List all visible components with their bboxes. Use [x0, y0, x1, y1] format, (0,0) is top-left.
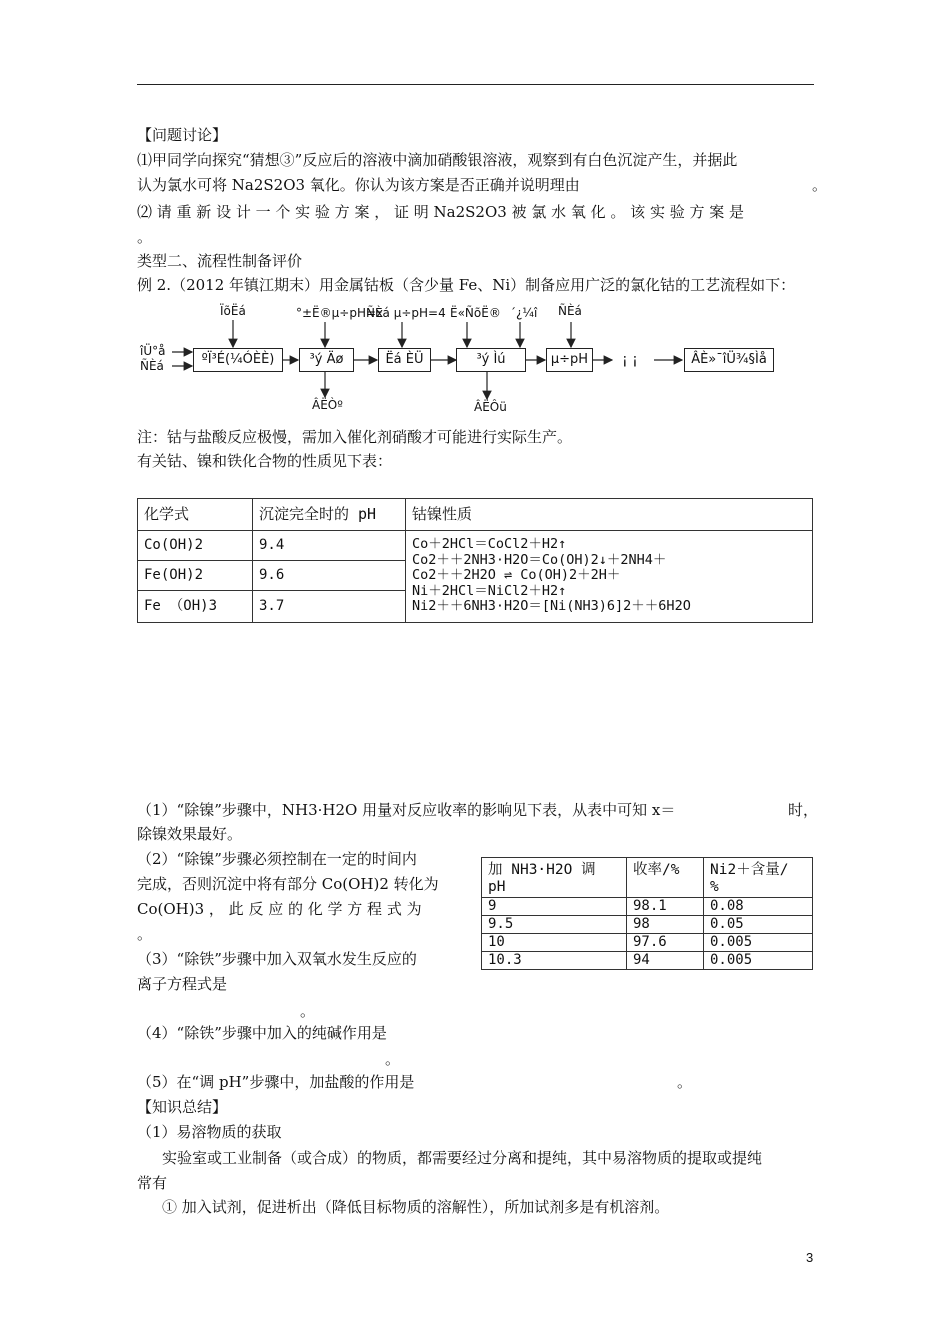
table2-cell: 0.005 [704, 952, 813, 970]
table2-cell: 9.5 [482, 916, 627, 934]
q1-line2: 认为氯水可将 Na2S2O3 氧化。你认为该方案是否正确并说明理由 [137, 176, 580, 194]
question1-line2: 除镍效果最好。 [137, 825, 243, 843]
flow-label-peroxide: Ë«ÑõË® [450, 306, 501, 320]
page-number: 3 [806, 1250, 814, 1265]
table2-header-nickel [704, 858, 813, 898]
summary-paragraph-line2: 常有 [137, 1174, 168, 1192]
q1-line1: ⑴甲同学向探究“猜想③”反应后的溶液中滴加硝酸银溶液，观察到有白色沉淀产生，并据此 [137, 151, 738, 169]
q2-end: 。 [137, 228, 153, 246]
table1-formula: Fe(OH)2 [138, 561, 253, 591]
yield-table [481, 857, 813, 970]
type2-heading: 类型二、流程性制备评价 [137, 252, 303, 270]
question2-line1: （2）“除镍”步骤必须控制在一定的时间内 [137, 850, 417, 868]
table2-header-ph: 加 NH3·H2O 调 pH [482, 858, 627, 898]
table2-cell: 98 [627, 916, 704, 934]
property-line: Co2＋＋2NH3·H2O＝Co(OH)2↓＋2NH4＋ [412, 551, 667, 568]
summary-heading: 【知识总结】 [137, 1098, 228, 1116]
question3-line1: （3）“除铁”步骤中加入双氧水发生反应的 [137, 950, 417, 968]
table2-header-nickel-line1: Ni2＋含量/ [710, 862, 789, 878]
question2-line2: 完成，否则沉淀中将有部分 Co(OH)2 转化为 [137, 875, 439, 893]
question5-line1: （5）在“调 pH”步骤中，加盐酸的作用是 [137, 1073, 415, 1091]
table2-header-yield: 收率/% [627, 858, 704, 898]
table2-cell: 98.1 [627, 898, 704, 916]
note: 注：钴与盐酸反应极慢，需加入催化剂硝酸才可能进行实际生产。 [137, 428, 573, 446]
property-line: Ni＋2HCl＝NiCl2＋H2↑ [412, 582, 567, 599]
table2-cell: 94 [627, 952, 704, 970]
table1-properties-cell [406, 531, 813, 623]
property-line: Co＋2HCl＝CoCl2＋H2↑ [412, 536, 567, 552]
flow-label-residue: ÂËÔü [474, 400, 507, 414]
question4-line1: （4）“除铁”步骤中加入的纯碱作用是 [137, 1024, 387, 1042]
flow-box-adjust-ph: µ÷pH [546, 348, 593, 372]
question4-end: 。 [385, 1050, 401, 1068]
property-line: Ni2＋＋6NH3·H2O＝[Ni(NH3)6]2＋＋6H2O [412, 598, 691, 614]
property-line: Co2＋＋2H2O ⇌ Co(OH)2＋2H＋ [412, 567, 621, 583]
table1-header-properties: 钴镍性质 [406, 499, 813, 531]
table2-cell: 0.08 [704, 898, 813, 916]
flow-label-acid-ph4: ÑÈá µ÷pH=4 [366, 306, 446, 320]
flow-label-soda: ´¿¼î [510, 306, 538, 320]
summary-paragraph-line1: 实验室或工业制备（或合成）的物质，都需要经过分离和提纯，其中易溶物质的提取或提纯 [162, 1149, 763, 1167]
table2-header-nickel-line2: % [710, 879, 719, 895]
flow-box-remove-nickel: ³ý Äø [299, 348, 354, 372]
question5-end: 。 [677, 1073, 693, 1091]
summary-item1: （1）易溶物质的获取 [137, 1123, 282, 1141]
table1-ph: 3.7 [253, 591, 406, 623]
table1-formula: Fe （OH)3 [138, 591, 253, 623]
flow-input-acid: ÑÈá [140, 359, 164, 373]
table2-cell: 0.005 [704, 934, 813, 952]
question2-line4: 。 [137, 925, 153, 943]
flow-input-cobalt: îÜ°å [140, 344, 166, 358]
table1-ph: 9.4 [253, 531, 406, 561]
flow-label-filtrate: ÂËÒº [312, 398, 343, 412]
table1-intro: 有关钴、镍和铁化合物的性质见下表： [137, 452, 393, 470]
question3-end: 。 [300, 1002, 316, 1020]
table1-formula: Co(OH)2 [138, 531, 253, 561]
table2-cell: 0.05 [704, 916, 813, 934]
flow-label-acid: ÑÈá [558, 304, 582, 318]
table1-header-ph: 沉淀完全时的 pH [253, 499, 406, 531]
discussion-heading: 【问题讨论】 [137, 126, 228, 144]
question1-tail: 时， [788, 801, 819, 819]
q2-line1: ⑵ 请 重 新 设 计 一 个 实 验 方 案 ， 证 明 Na2S2O3 被 氯 水 氧 化 。 该 实 验 方 案 是 [137, 203, 745, 221]
table2-cell: 9 [482, 898, 627, 916]
table2-cell: 97.6 [627, 934, 704, 952]
flow-box-cobalt-chloride: ÂÈ»¯îÜ¾§Ìå [684, 348, 774, 372]
question3-line2: 离子方程式是 [137, 975, 228, 993]
question1-line1: （1）“除镍”步骤中，NH3·H2O 用量对反应收率的影响见下表，从表中可知 x＝ [137, 801, 676, 819]
flow-box-synthesis: ºÏ³É(¼ÓÈÈ) [193, 348, 283, 372]
flow-box-remove-iron: ³ý Ìú [456, 348, 526, 372]
flow-ellipsis: ¡ ¡ [622, 352, 638, 368]
summary-point1: ① 加入试剂，促进析出（降低目标物质的溶解性），所加试剂多是有机溶剂。 [162, 1198, 670, 1216]
table1-header-formula: 化学式 [138, 499, 253, 531]
table2-cell: 10 [482, 934, 627, 952]
flow-label-nitric: ÏõËá [220, 304, 246, 318]
example-intro: 例 2.（2012 年镇江期末）用金属钴板（含少量 Fe、Ni）制备应用广泛的氯化钴的工艺流程如下： [137, 276, 796, 294]
table1-ph: 9.6 [253, 561, 406, 591]
table2-cell: 10.3 [482, 952, 627, 970]
q1-end: 。 [812, 176, 828, 194]
properties-table [137, 498, 813, 623]
question2-line3: Co(OH)3 ， 此 反 应 的 化 学 方 程 式 为 [137, 900, 422, 918]
flow-label-ammonia: °±Ë®µ÷pH=x [296, 306, 384, 320]
flow-box-acid-dissolve: Ëá ÈÜ [378, 348, 431, 372]
